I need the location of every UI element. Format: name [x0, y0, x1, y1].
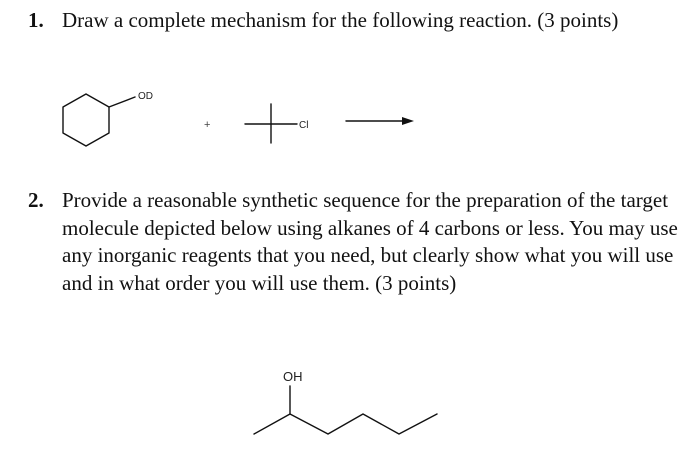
question-2-text: Provide a reasonable synthetic sequence for the preparation of the target molecule depicted below using alkanes of 4 carbons or less. You may use any inorganic reagents that you need, but clearly show what you will use and in what order you will use them. (3 points): [62, 188, 678, 295]
plus-sign: +: [204, 119, 211, 131]
cyclohexane-ring: [63, 94, 109, 146]
reaction-arrow-head: [402, 117, 414, 125]
target-carbon-chain: [254, 414, 437, 434]
substituent-cl-label: Cl: [299, 120, 309, 131]
target-molecule: [254, 386, 437, 434]
substituent-oh-label: OH: [283, 369, 303, 384]
question-1-text: Draw a complete mechanism for the following reaction. (3 points): [62, 8, 619, 32]
substituent-od-label: OD: [138, 91, 153, 102]
question-2-number: 2.: [28, 188, 44, 212]
c-o-bond: [109, 97, 135, 107]
reaction-scheme: [63, 94, 404, 146]
question-1-number: 1.: [28, 8, 44, 32]
